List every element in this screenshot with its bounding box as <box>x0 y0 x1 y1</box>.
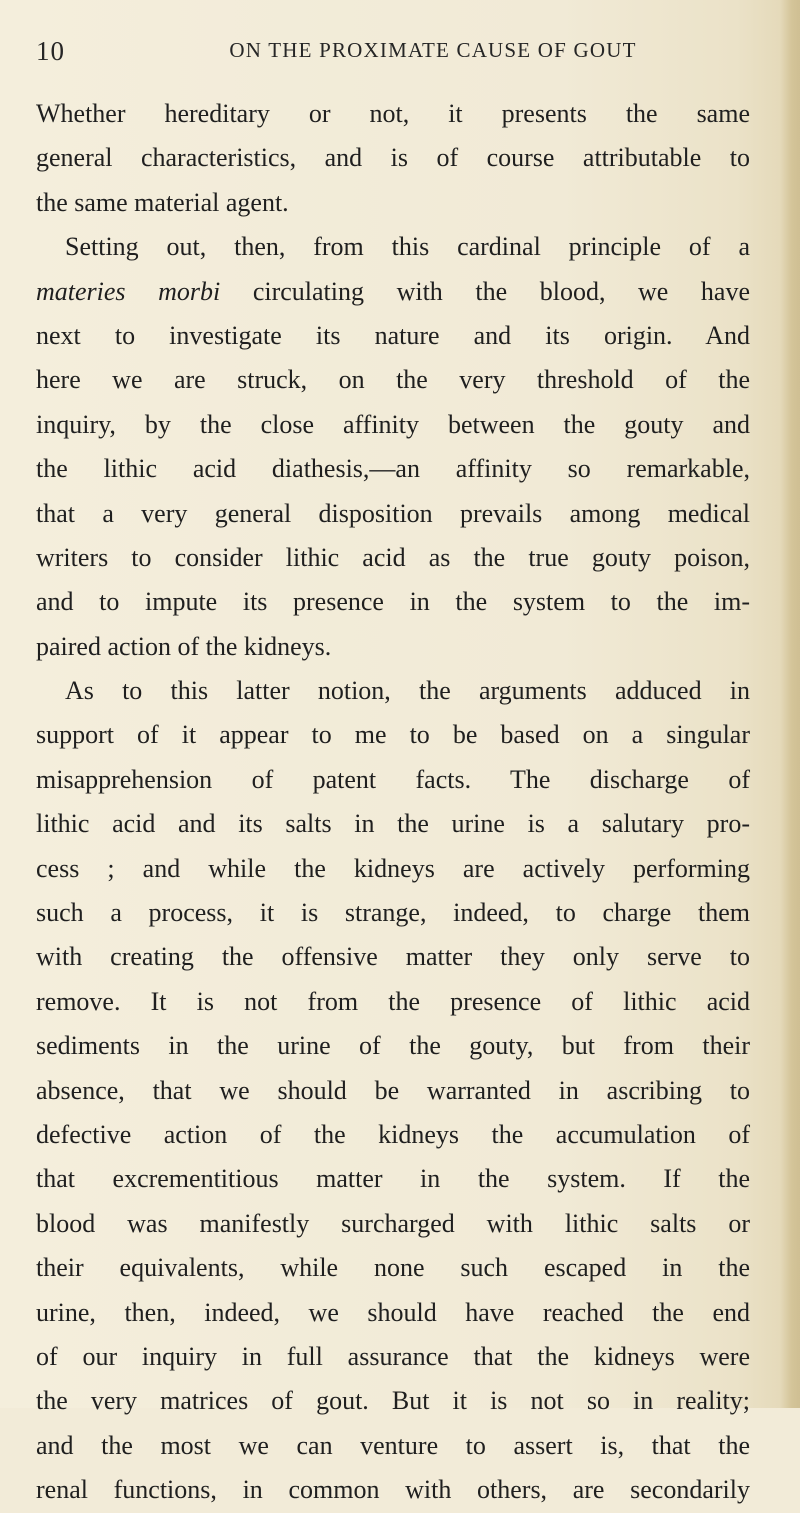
text-line: Setting out, then, from this cardinal principle of a <box>65 232 750 262</box>
text-line: urine, then, indeed, we should have reached the end <box>36 1297 750 1327</box>
text-line: remove. It is not from the presence of lithic acid <box>36 986 750 1016</box>
text-line: paired action of the kidneys. <box>36 631 332 661</box>
text-line: lithic acid and its salts in the urine is a salutary pro- <box>36 809 750 839</box>
text-line-with-italic <box>36 270 750 314</box>
text-line: misapprehension of patent facts. The discharge of <box>36 764 750 794</box>
text-line: and to impute its presence in the system to the im- <box>36 587 750 617</box>
text-line: defective action of the kidneys the accumulation of <box>36 1119 750 1149</box>
text-line: inquiry, by the close affinity between the gouty and <box>36 409 750 439</box>
text-line: their equivalents, while none such escaped in the <box>36 1253 750 1283</box>
text-line: and the most we can venture to assert is, that the <box>36 1430 750 1460</box>
text-line: with creating the offensive matter they only serve to <box>36 942 750 972</box>
text-line: that excrementitious matter in the system. If the <box>36 1164 750 1194</box>
text-line: the same material agent. <box>36 187 289 217</box>
text-line: the lithic acid diathesis,—an affinity so remarkable, <box>36 454 750 484</box>
page-header <box>36 36 748 76</box>
text-line-rest: circulating with the blood, we have <box>252 276 750 306</box>
page-number: 10 <box>36 36 65 66</box>
text-line: next to investigate its nature and its origin. And <box>36 320 750 350</box>
text-line: of our inquiry in full assurance that the kidneys were <box>36 1341 750 1371</box>
text-line: cess ; and while the kidneys are actively performing <box>36 853 750 883</box>
text-line: renal functions, in common with others, are secondarily <box>36 1475 750 1505</box>
text-line: blood was manifestly surcharged with lithic salts or <box>36 1208 750 1238</box>
text-line: that a very general disposition prevails among medical <box>36 498 750 528</box>
page-edge <box>780 0 800 1408</box>
text-line: Whether hereditary or not, it presents the same <box>36 99 750 128</box>
italic-phrase: materies morbi <box>36 276 221 306</box>
text-line: support of it appear to me to be based on a singular <box>36 720 750 750</box>
body-text <box>36 92 750 1513</box>
text-line: such a process, it is strange, indeed, to charge them <box>36 898 750 928</box>
text-line: writers to consider lithic acid as the true gouty poison, <box>36 542 750 572</box>
text-line: the very matrices of gout. But it is not so in reality; <box>36 1386 750 1416</box>
text-line: As to this latter notion, the arguments adduced in <box>65 676 750 706</box>
text-line: sediments in the urine of the gouty, but from their <box>36 1031 750 1061</box>
text-line: general characteristics, and is of course attributable to <box>36 143 750 173</box>
running-title: ON THE PROXIMATE CAUSE OF GOUT <box>229 38 637 62</box>
text-line: here we are struck, on the very threshold of the <box>36 365 750 395</box>
text-line: absence, that we should be warranted in ascribing to <box>36 1075 750 1105</box>
